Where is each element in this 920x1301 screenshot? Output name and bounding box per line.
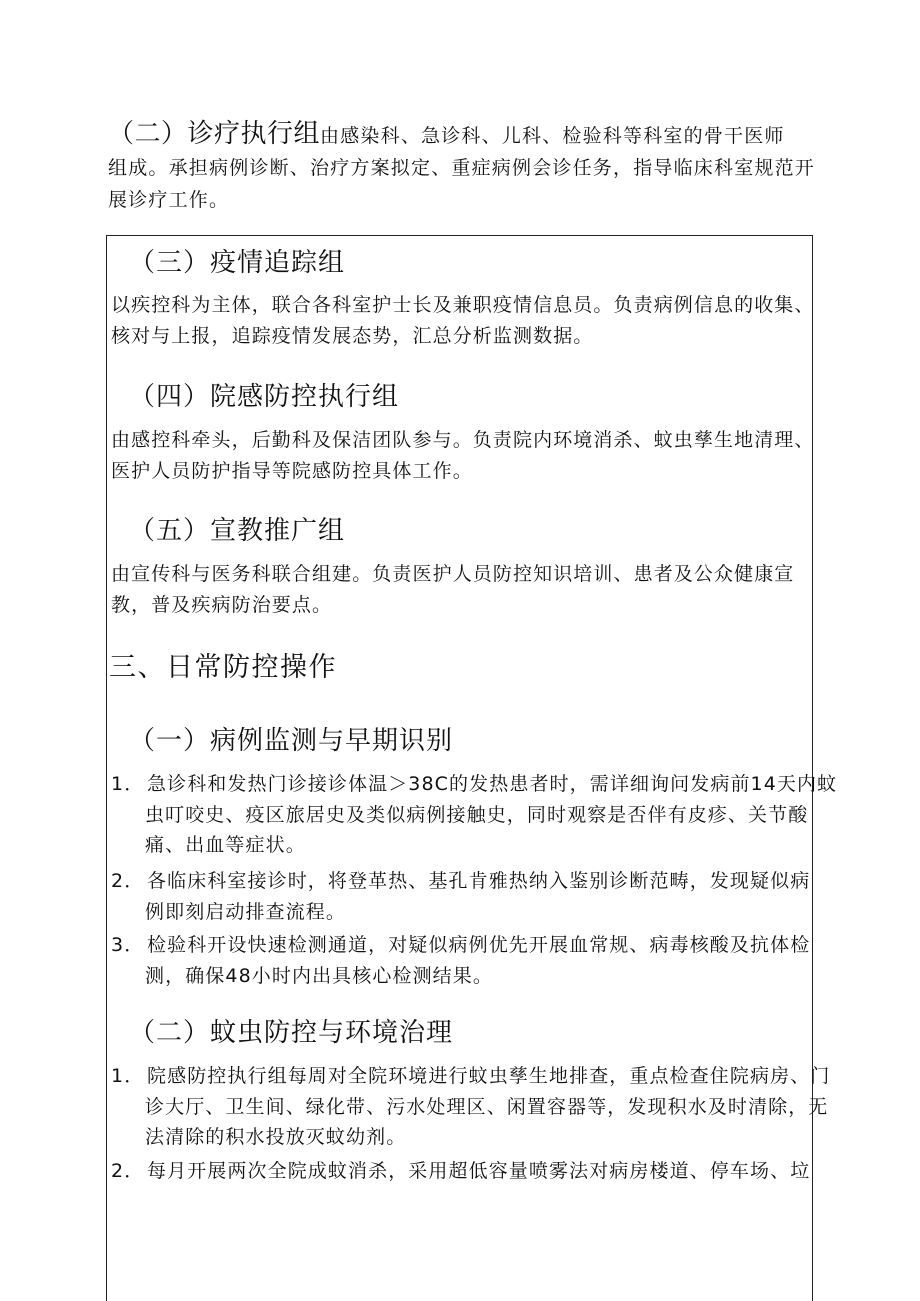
- paragraph-line: 组成。承担病例诊断、治疗方案拟定、重症病例会诊任务，指导临床科室规范开: [108, 157, 816, 179]
- subsection-heading: （三）疫情追踪组: [129, 248, 346, 278]
- list-text: 法清除的积水投放灭蚊幼剂。: [145, 1126, 407, 1148]
- list-item: [111, 1156, 811, 1187]
- paragraph-line: 医护人员防护指导等院感防控具体工作。: [111, 460, 473, 482]
- paragraph-line: 以疾控科为主体，联合各科室护士长及兼职疫情信息员。负责病例信息的收集、: [111, 294, 815, 316]
- paragraph-line: 展诊疗工作。: [108, 189, 230, 211]
- subsection-heading: （二）诊疗执行组: [108, 119, 321, 149]
- list-text: 各临床科室接诊时，将登革热、基孔肯雅热纳入鉴别诊断范畴，发现疑似病: [147, 870, 811, 892]
- section-diagnosis-team: [108, 118, 816, 216]
- paragraph-line: 由感控科牵头，后勤科及保洁团队参与。负责院内环境消杀、蚊虫孳生地清理、: [111, 429, 815, 451]
- subsection-heading: （一）病例监测与早期识别: [129, 726, 454, 756]
- list-text: 检验科开设快速检测通道，对疑似病例优先开展血常规、病毒核酸及抗体检: [147, 934, 811, 956]
- list-number: 1．: [111, 1065, 145, 1087]
- content-frame: [106, 235, 838, 1301]
- list-number: 2．: [111, 1160, 145, 1182]
- list-text: 痛、出血等症状。: [145, 834, 306, 856]
- list-text: 测，确保48小时内出具核心检测结果。: [145, 964, 493, 987]
- subsection-heading: （二）蚊虫防控与环境治理: [129, 1018, 454, 1048]
- list-text: 例即刻启动排查流程。: [145, 900, 347, 923]
- list-number: 3．: [111, 934, 145, 956]
- paragraph: [111, 559, 811, 621]
- subsection-heading: （五）宣教推广组: [129, 516, 346, 546]
- paragraph: [111, 290, 815, 352]
- subsection-heading: （四）院感防控执行组: [129, 382, 400, 412]
- paragraph-line: 教，普及疾病防治要点。: [111, 594, 333, 616]
- list-item: [111, 866, 811, 927]
- paragraph-line: 核对与上报，追踪疫情发展态势，汇总分析监测数据。: [111, 325, 594, 347]
- paragraph-line: 由宣传科与医务科联合组建。负责医护人员防控知识培训、患者及公众健康宣: [111, 563, 795, 585]
- list-text: 诊大厅、卫生间、绿化带、污水处理区、闲置容器等，发现积水及时清除，无: [145, 1095, 829, 1118]
- list-text: 院感防控执行组每周对全院环境进行蚊虫孳生地排查，重点检查住院病房、门: [147, 1065, 831, 1087]
- intro-first-line: [108, 118, 813, 152]
- list-text: 每月开展两次全院成蚊消杀，采用超低容量喷雾法对病房楼道、停车场、垃: [147, 1160, 811, 1182]
- section-heading: 三、日常防控操作: [109, 652, 337, 683]
- list-number: 2．: [111, 870, 145, 892]
- list-item: [111, 769, 838, 861]
- paragraph: [111, 425, 815, 487]
- paragraph-line: 由感染科、急诊科、儿科、检验科等科室的骨干医师: [320, 125, 785, 147]
- list-item: [111, 1061, 831, 1153]
- list-text: 虫叮咬史、疫区旅居史及类似病例接触史，同时观察是否伴有皮疹、关节酸: [145, 803, 809, 826]
- list-number: 1．: [111, 773, 145, 795]
- list-text: 急诊科和发热门诊接诊体温＞38C的发热患者时，需详细询问发病前14天内蚊: [147, 773, 838, 795]
- list-item: [111, 930, 811, 991]
